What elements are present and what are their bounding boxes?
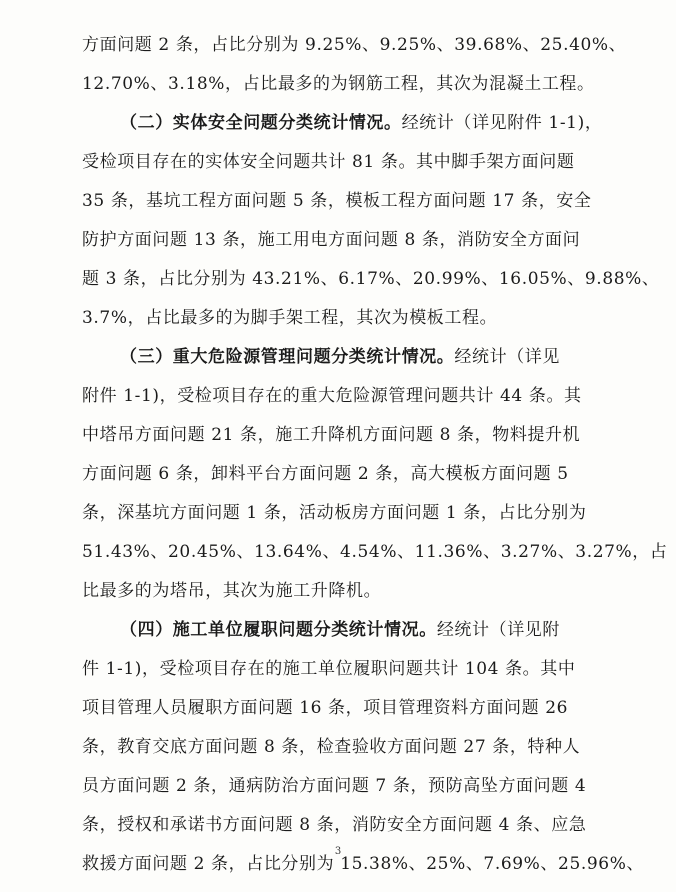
body-line: 比最多的为塔吊，其次为施工升降机。 [82,581,382,601]
body-line: 12.70%、3.18%，占比最多的为钢筋工程，其次为混凝土工程。 [82,74,595,94]
section-heading: （四）施工单位履职问题分类统计情况。 [120,620,437,640]
document-body [82,26,668,884]
section-lead: 经统计（详见 [454,347,561,367]
section-heading: （二）实体安全问题分类统计情况。 [120,113,402,133]
body-line: 35 条，基坑工程方面问题 5 条，模板工程方面问题 17 条，安全 [82,191,592,211]
body-line: 救援方面问题 2 条，占比分别为 15.38%、25%、7.69%、25.96%、 [82,854,645,874]
body-line: 条，教育交底方面问题 8 条，检查验收方面问题 27 条，特种人 [82,737,581,757]
body-line: 防护方面问题 13 条，施工用电方面问题 8 条，消防安全方面问 [82,230,581,250]
body-line: 员方面问题 2 条，通病防治方面问题 7 条，预防高坠方面问题 4 [82,776,587,796]
section-4-heading-line [82,611,602,650]
body-line: 条，授权和承诺书方面问题 8 条，消防安全方面问题 4 条、应急 [82,815,587,835]
body-line: 条，深基坑方面问题 1 条，活动板房方面问题 1 条，占比分别为 [82,503,587,523]
body-line: 中塔吊方面问题 21 条，施工升降机方面问题 8 条，物料提升机 [82,425,581,445]
body-line: 51.43%、20.45%、13.64%、4.54%、11.36%、3.27%、3.27%，占 [82,542,668,562]
body-line: 题 3 条，占比分别为 43.21%、6.17%、20.99%、16.05%、9.88%、 [82,269,660,289]
section-2-heading-line [82,104,602,143]
page-number: 3 [334,846,342,857]
section-3-heading-line [82,338,602,377]
section-heading: （三）重大危险源管理问题分类统计情况。 [120,347,455,367]
body-line: 项目管理人员履职方面问题 16 条，项目管理资料方面问题 26 [82,698,569,718]
body-line: 附件 1-1)，受检项目存在的重大危险源管理问题共计 44 条。其 [82,386,582,406]
body-line: 方面问题 2 条，占比分别为 9.25%、9.25%、39.68%、25.40%、 [82,35,627,55]
section-lead: 经统计（详见附 [436,620,561,640]
body-line: 3.7%，占比最多的为脚手架工程，其次为模板工程。 [82,308,498,328]
section-lead: 经统计（详见附件 1-1)， [401,113,603,133]
body-line: 受检项目存在的实体安全问题共计 81 条。其中脚手架方面问题 [82,152,575,172]
body-line: 件 1-1)，受检项目存在的施工单位履职问题共计 104 条。其中 [82,659,576,679]
body-line: 方面问题 6 条，卸料平台方面问题 2 条，高大模板方面问题 5 [82,464,569,484]
